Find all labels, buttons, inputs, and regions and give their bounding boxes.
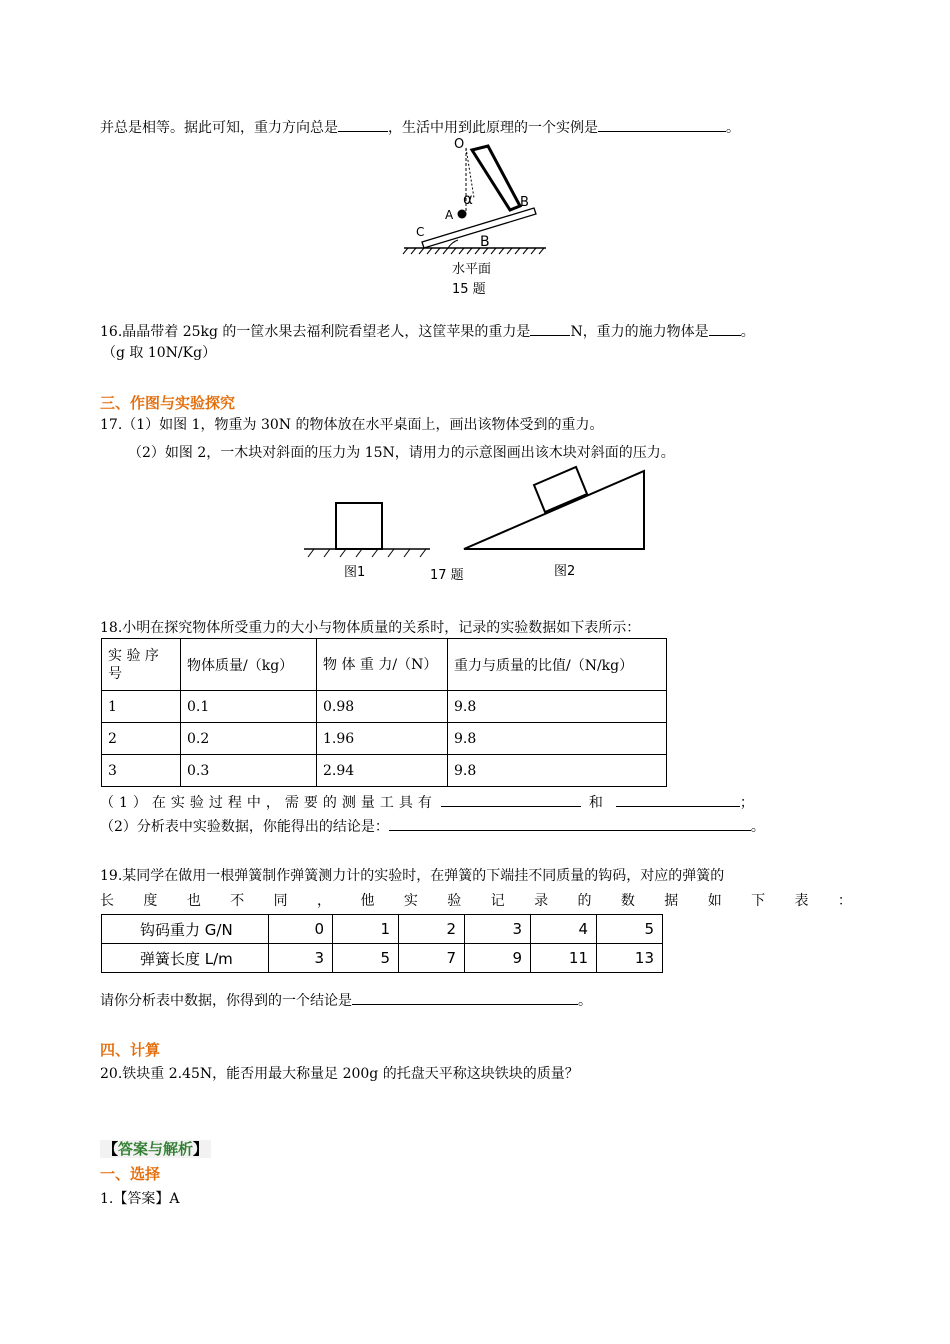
- q18-p1-end: ；: [739, 795, 759, 811]
- inclined-board: [422, 208, 536, 248]
- q18-p1-text: （1）在实验过程中，需要的测量工具有: [100, 795, 437, 811]
- table-row: [102, 944, 663, 973]
- table-cell: 3: [269, 944, 333, 973]
- answers-heading-box: [100, 1140, 211, 1158]
- q16-note: （g 取 10N/Kg）: [102, 345, 217, 361]
- table-cell: 4: [531, 915, 597, 944]
- label-b-top: B: [520, 195, 529, 210]
- q18-blank-conclusion[interactable]: [389, 816, 751, 831]
- answers-section1: 一、选择: [100, 1165, 161, 1183]
- answer-1: 1.【答案】A: [100, 1191, 180, 1207]
- table-row: [102, 691, 667, 723]
- row-label: 钩码重力 G/N: [102, 915, 269, 944]
- q18-p2-text: （2）分析表中实验数据，你能得出的结论是：: [100, 819, 389, 835]
- table-cell: 3: [102, 755, 181, 787]
- q20-text: 20.铁块重 2.45N，能否用最大称量足 200g 的托盘天平称这块铁块的质量？: [100, 1066, 579, 1082]
- table-cell: 2: [102, 723, 181, 755]
- q19-conclusion-line: [100, 990, 592, 1011]
- q16-blank-gravity[interactable]: [530, 321, 570, 336]
- q15-line: [100, 117, 740, 138]
- q16-blank-source[interactable]: [709, 321, 741, 336]
- fig1-hatching: [308, 549, 426, 557]
- label-o: O: [454, 137, 465, 152]
- table-cell: 1.96: [317, 723, 448, 755]
- upright-plate: [472, 146, 520, 210]
- fig1-label: 图1: [344, 565, 366, 580]
- table-row: [102, 723, 667, 755]
- table-cell: 9.8: [448, 723, 667, 755]
- header-cell: 物 体 重 力/（N）: [317, 639, 448, 691]
- label-c: C: [416, 225, 425, 239]
- q18-blank-tool1[interactable]: [441, 792, 581, 807]
- section3-title: 三、作图与实验探究: [100, 394, 236, 412]
- q15-blank-example[interactable]: [598, 117, 726, 132]
- q19-end: 。: [578, 993, 592, 1009]
- bracket-close: 】: [193, 1140, 209, 1158]
- table-cell: 2.94: [317, 755, 448, 787]
- table-cell: 0.3: [181, 755, 317, 787]
- ground-hatching: [403, 248, 544, 254]
- table-row: [102, 755, 667, 787]
- table-cell: 5: [333, 944, 399, 973]
- row-label: 弹簧长度 L/m: [102, 944, 269, 973]
- q18-part2: [100, 816, 765, 837]
- table-cell: 0: [269, 915, 333, 944]
- q19-blank-conclusion[interactable]: [352, 990, 578, 1005]
- table-row: [102, 915, 663, 944]
- fig1-block: [336, 503, 382, 549]
- label-surface: 水平面: [452, 262, 492, 277]
- table-cell: 0.2: [181, 723, 317, 755]
- q19-conclusion-text: 请你分析表中数据，你得到的一个结论是: [100, 993, 352, 1009]
- q15-figure: [400, 136, 550, 301]
- table-cell: 9.8: [448, 691, 667, 723]
- label-angle: B: [480, 234, 490, 250]
- header-cell: 重力与质量的比值/（N/kg）: [448, 639, 667, 691]
- q18-p2-end: 。: [750, 819, 765, 835]
- table-header-row: [102, 639, 667, 691]
- plumb-bob: [458, 210, 467, 219]
- table-cell: 0.98: [317, 691, 448, 723]
- table-cell: 1: [333, 915, 399, 944]
- q19-line2: 长 度 也 不 同 ， 他 实 验 记 录 的 数 据 如 下 表 ：: [100, 893, 852, 909]
- q16-end: 。: [740, 324, 755, 340]
- q16-text2: N，重力的施力物体是: [570, 324, 709, 340]
- table-cell: 2: [399, 915, 465, 944]
- q16-text1: 16.晶晶带着 25kg 的一筐水果去福利院看望老人，这筐苹果的重力是: [100, 324, 531, 340]
- figure-caption: 15 题: [452, 282, 486, 297]
- table-cell: 1: [102, 691, 181, 723]
- answers-heading-text: 答案与解析: [118, 1140, 194, 1158]
- q18-table: [101, 638, 667, 787]
- q17-figures: [300, 465, 660, 585]
- fig-caption: 17 题: [430, 568, 464, 583]
- q19-table: [101, 914, 663, 973]
- angle-arc: [448, 240, 458, 248]
- q18-intro: 18.小明在探究物体所受重力的大小与物体质量的关系时，记录的实验数据如下表所示：: [100, 620, 641, 636]
- q18-p1-and: 和: [588, 795, 608, 811]
- fig2-label: 图2: [554, 564, 576, 579]
- section4-title: 四、计算: [100, 1041, 161, 1059]
- answers-title: [100, 1139, 211, 1160]
- table-cell: 3: [465, 915, 531, 944]
- q19-line1: 19.某同学在做用一根弹簧制作弹簧测力计的实验时，在弹簧的下端挂不同质量的钩码，对应的弹簧的: [100, 868, 725, 884]
- q16-line: [100, 321, 755, 342]
- table-cell: 9.8: [448, 755, 667, 787]
- q15-end: 。: [726, 120, 740, 136]
- q17-part2: （2）如图 2，一木块对斜面的压力为 15N，请用力的示意图画出该木块对斜面的压力。: [128, 445, 675, 461]
- label-a: A: [445, 208, 454, 222]
- label-alpha: α: [463, 190, 473, 208]
- bracket-open: 【: [103, 1140, 119, 1158]
- table-cell: 5: [597, 915, 663, 944]
- table-cell: 13: [597, 944, 663, 973]
- q15-text2: ，生活中用到此原理的一个实例是: [388, 120, 598, 136]
- q18-part1: [100, 792, 759, 813]
- q15-text1: 并总是相等。据此可知，重力方向总是: [100, 120, 338, 136]
- table-cell: 9: [465, 944, 531, 973]
- header-cell: 实 验 序 号: [102, 639, 181, 691]
- header-cell: 物体质量/（kg）: [181, 639, 317, 691]
- q18-blank-tool2[interactable]: [616, 792, 740, 807]
- q15-blank-direction[interactable]: [338, 117, 388, 132]
- q17-part1: 17.（1）如图 1，物重为 30N 的物体放在水平桌面上，画出该物体受到的重力。: [100, 417, 604, 433]
- table-cell: 11: [531, 944, 597, 973]
- table-cell: 7: [399, 944, 465, 973]
- table-cell: 0.1: [181, 691, 317, 723]
